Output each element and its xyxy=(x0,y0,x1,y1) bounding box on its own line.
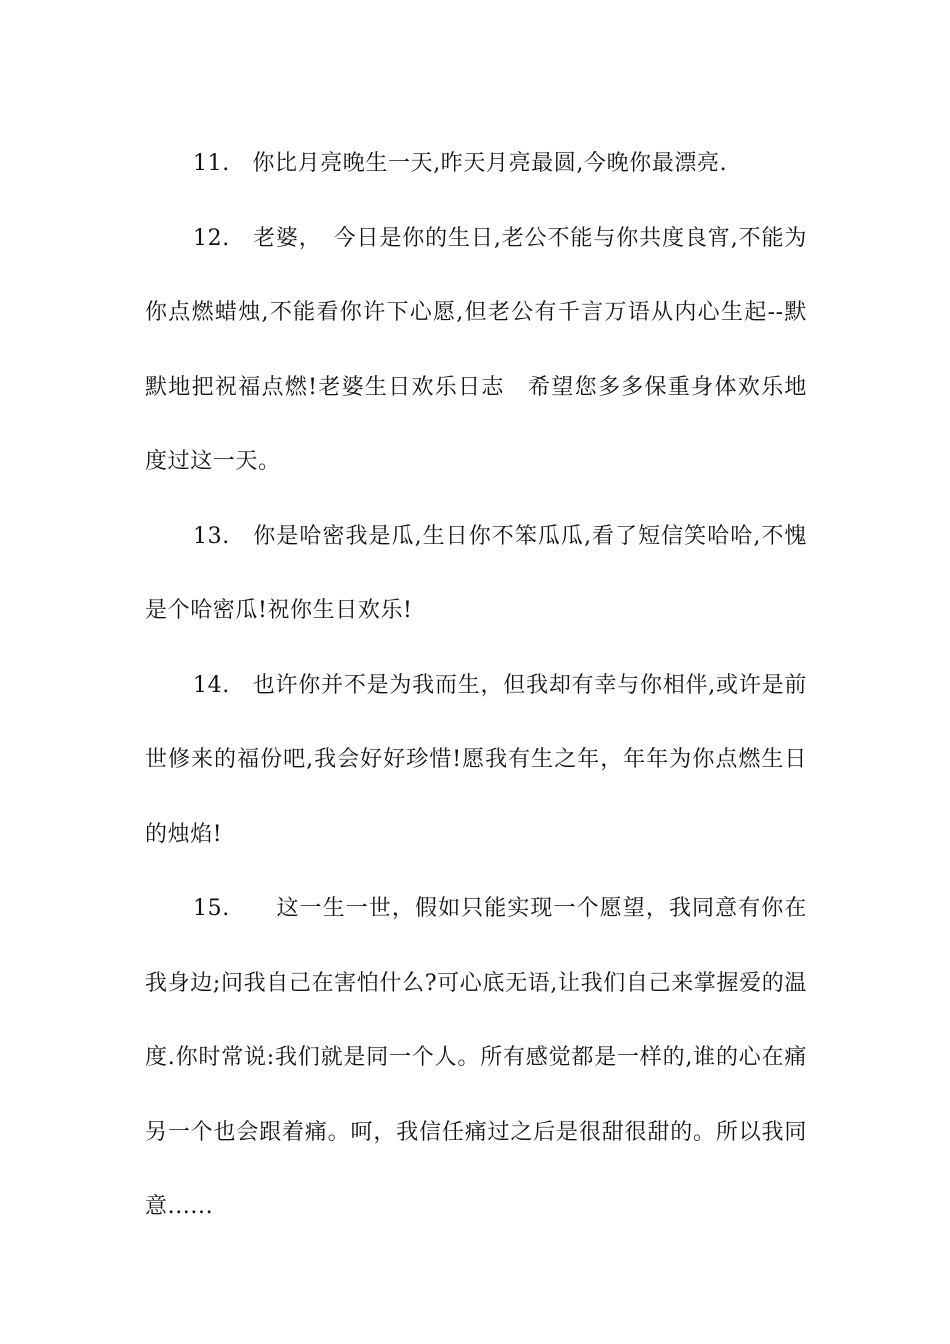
paragraph-11: 11. 你比月亮晚生一天,昨天月亮最圆,今晚你最漂亮. xyxy=(193,151,728,176)
document-body xyxy=(145,127,807,1245)
paragraph-12: 12. 老婆， 今日是你的生日,老公不能与你共度良宵,不能为你点燃蜡烛,不能看你许下心愿,但老公有千言万语从内心生起--默默地把祝福点燃!老婆生日欢乐日志 希望您多多保重身体欢乐地度过这一天。 xyxy=(145,225,807,474)
paragraph-13: 13. 你是哈密我是瓜,生日你不笨瓜瓜,看了短信笑哈哈,不愧是个哈密瓜!祝你生日欢乐! xyxy=(145,523,807,623)
paragraph-14: 14. 也许你并不是为我而生，但我却有幸与你相伴,或许是前世修来的福份吧,我会好好珍惜!愿我有生之年，年年为你点燃生日的烛焰! xyxy=(145,672,807,847)
paragraph-15: 15. 这一生一世，假如只能实现一个愿望，我同意有你在我身边;问我自己在害怕什么?可心底无语,让我们自己来掌握爱的温度.你时常说:我们就是同一个人。所有感觉都是一样的,谁的心在痛另一个也会跟着痛。呵，我信任痛过之后是很甜很甜的。所以我同意...... xyxy=(145,896,807,1219)
